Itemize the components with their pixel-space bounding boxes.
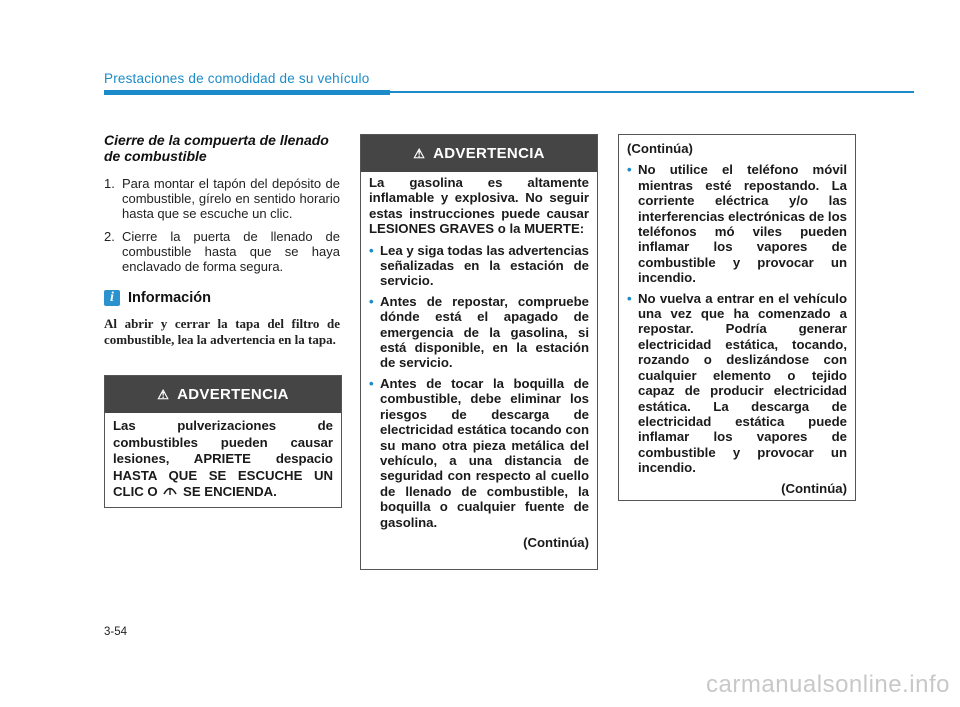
info-icon: i	[104, 290, 120, 306]
bullet-item	[369, 294, 589, 371]
bullet-item	[369, 243, 589, 289]
step-text: Para montar el tapón del depósito de combustible, gírelo en sentido horario hasta que se escuche un clic.	[122, 176, 340, 221]
bullet-item	[627, 291, 847, 476]
section-title: Cierre de la compuerta de llenado de combustible	[104, 132, 329, 164]
warning-body	[369, 175, 589, 550]
warning-header-label: ADVERTENCIA	[433, 145, 545, 162]
info-title: Información	[128, 290, 211, 306]
warning-bullets	[627, 162, 847, 475]
step-item	[104, 229, 340, 274]
continues-label: (Continúa)	[523, 534, 589, 550]
continued-label: (Continúa)	[627, 141, 693, 156]
bullet-icon: •	[627, 290, 632, 306]
bullet-text: Lea y siga todas las advertencias señalizadas en la estación de servicio.	[380, 242, 589, 289]
bullet-icon: •	[369, 375, 374, 391]
bullet-item	[369, 376, 589, 530]
warning-triangle-icon: ⚠	[157, 386, 170, 402]
step-number: 1.	[104, 176, 115, 191]
header-rule-thin	[390, 91, 914, 93]
warning-intro: La gasolina es altamente inflamable y explosiva. No seguir estas instrucciones puede causar LESIONES GRAVES o la MUERTE:	[369, 175, 589, 237]
bullet-text: No utilice el teléfono móvil mientras esté repostando. La corriente eléctrica y/o las interferencias electrónicas de los teléfonos mó viles pueden inflamar los vapores de combustible y provocar un incendio.	[638, 162, 847, 286]
warning-body	[627, 141, 847, 496]
bullet-icon: •	[627, 162, 632, 178]
watermark: carmanualsonline.info	[706, 671, 950, 698]
warning-triangle-icon: ⚠	[413, 145, 426, 161]
bullet-text: No vuelva a entrar en el vehículo una vez que ha comenzado a repostar. Podría generar electricidad estática, tocando, rozando o deslizándose con cualquier elemento o tejido capaz de producir electricidad estática. La descarga de electricidad estática puede inflamar los vapores de combustible y provocar un incendio.	[638, 290, 847, 476]
info-text: Al abrir y cerrar la tapa del filtro de combustible, lea la advertencia en la tapa.	[104, 316, 340, 347]
warning-text: Las pulverizaciones de combustibles pueden causar lesiones, APRIETE despacio HASTA QUE SE ESCUCHE UN CLIC O	[113, 418, 333, 499]
step-number: 2.	[104, 229, 115, 244]
warning-header	[105, 376, 341, 413]
warning-header	[361, 135, 597, 172]
warning-box-continued	[618, 134, 856, 501]
bullet-icon: •	[369, 242, 374, 258]
bullet-text: Antes de repostar, compruebe dónde está el apagado de emergencia de la gasolina, si está disponible, en la estación de servicio.	[380, 293, 589, 371]
steps-list	[104, 176, 340, 274]
step-item	[104, 176, 340, 221]
warning-box-gasoline	[360, 134, 598, 570]
indicator-icon	[163, 485, 177, 497]
header-rule-thick	[104, 90, 390, 95]
bullet-item	[627, 162, 847, 285]
step-text: Cierre la puerta de llenado de combustible hasta que se haya enclavado de forma segura.	[122, 229, 340, 274]
info-heading	[104, 288, 340, 308]
bullet-icon: •	[369, 293, 374, 309]
header-title: Prestaciones de comodidad de su vehículo	[104, 71, 370, 86]
continues-label: (Continúa)	[781, 480, 847, 496]
warning-body	[113, 418, 333, 501]
warning-header-label: ADVERTENCIA	[177, 386, 289, 403]
left-column	[104, 132, 340, 348]
page-number: 3-54	[104, 626, 128, 638]
warning-box-fuel-cap	[104, 375, 342, 508]
bullet-text: Antes de tocar la boquilla de combustible, debe eliminar los riesgos de descarga de electricidad estática tocando con su mano otra pieza metálica del vehículo, a una distancia de seguridad con respecto al cuello de llenado de combustible, la boquilla o cualquier fuente de gasolina.	[380, 375, 589, 530]
warning-bullets	[369, 243, 589, 530]
warning-text-end: SE ENCIENDA.	[183, 484, 277, 499]
